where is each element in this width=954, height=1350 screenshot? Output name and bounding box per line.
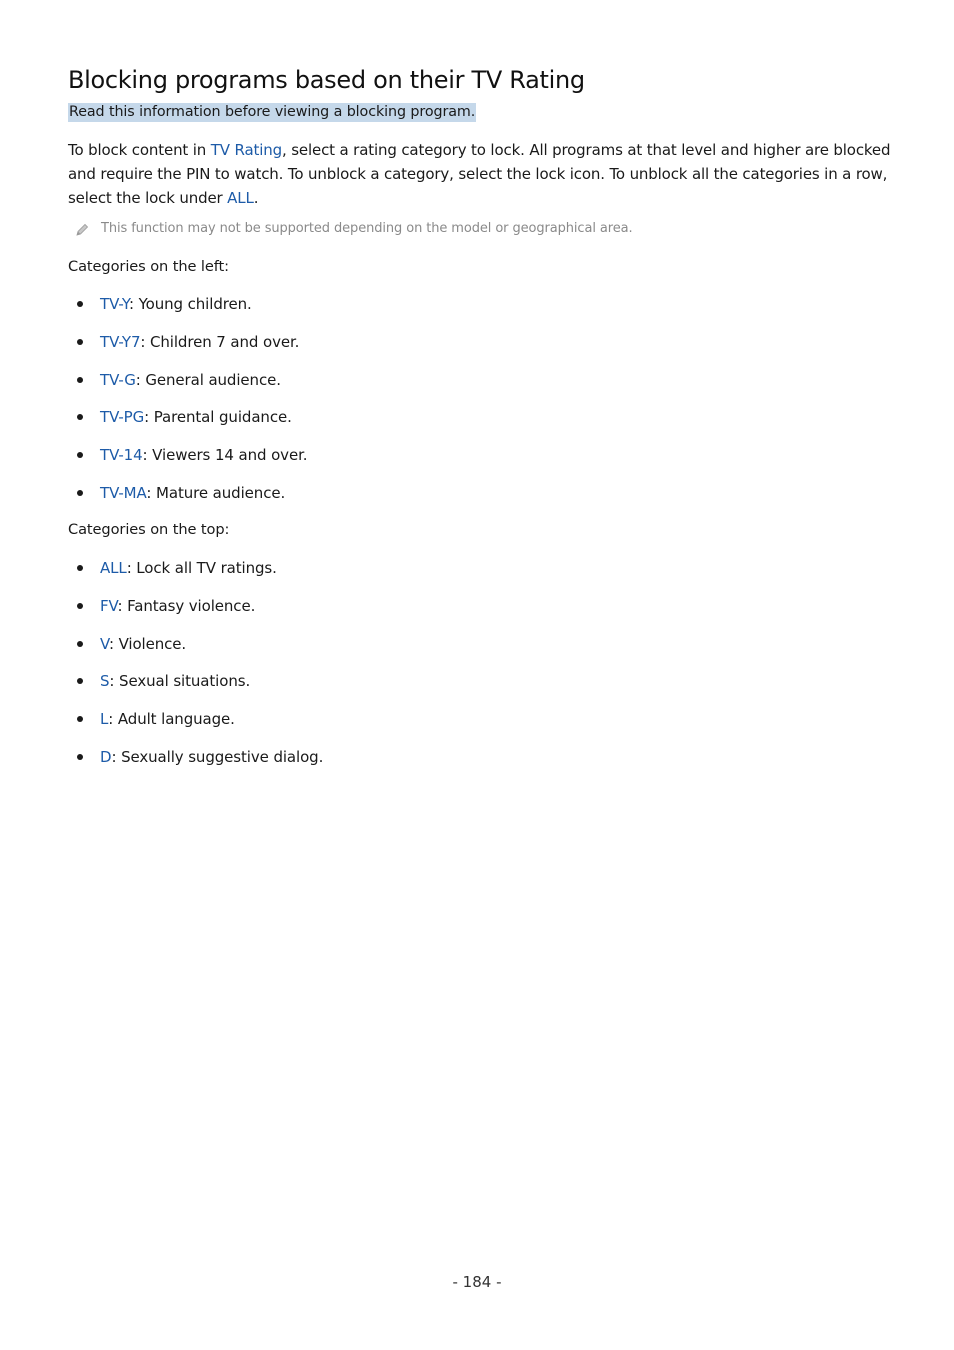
list-item bbox=[68, 407, 307, 445]
bullet-icon bbox=[77, 339, 83, 345]
rating-term[interactable]: TV-Y7 bbox=[100, 332, 141, 351]
rating-term[interactable]: D bbox=[100, 747, 112, 766]
list-item bbox=[68, 483, 307, 521]
rating-term[interactable]: V bbox=[100, 634, 109, 653]
rating-description: : Sexual situations. bbox=[109, 672, 251, 691]
left-categories-list bbox=[68, 294, 307, 521]
rating-description: : Lock all TV ratings. bbox=[126, 559, 277, 577]
top-categories-list bbox=[68, 558, 323, 785]
rating-term[interactable]: TV-PG bbox=[100, 408, 145, 427]
bullet-icon bbox=[77, 754, 83, 760]
rating-term[interactable]: TV-G bbox=[100, 370, 136, 389]
rating-description: : Adult language. bbox=[108, 710, 235, 729]
intro-paragraph bbox=[68, 138, 893, 210]
rating-description: : General audience. bbox=[135, 370, 281, 389]
list-item bbox=[68, 747, 323, 785]
rating-description: : Young children. bbox=[128, 295, 252, 313]
all-link[interactable]: ALL bbox=[227, 189, 254, 207]
bullet-icon bbox=[77, 301, 83, 307]
pencil-icon bbox=[74, 222, 90, 238]
bullet-icon bbox=[77, 452, 83, 458]
bullet-icon bbox=[77, 377, 83, 383]
bullet-icon bbox=[77, 565, 83, 571]
list-item bbox=[68, 445, 307, 483]
rating-description: : Children 7 and over. bbox=[140, 332, 300, 351]
list-item bbox=[68, 634, 323, 672]
intro-text-1: To block content in bbox=[68, 141, 211, 159]
rating-description: : Mature audience. bbox=[146, 483, 286, 502]
rating-description: : Parental guidance. bbox=[144, 408, 292, 427]
list-item bbox=[68, 596, 323, 634]
rating-term[interactable]: ALL bbox=[100, 559, 127, 577]
intro-text-2: , select a rating category to lock. All programs at that level and higher are blocked and require the PIN to watch. To unblock a category, select the lock icon. To unblock all the categories in a row, select the lock under bbox=[68, 141, 891, 207]
intro-text-3: . bbox=[253, 189, 259, 207]
note-text: This function may not be supported depending on the model or geographical area. bbox=[101, 221, 633, 236]
rating-term[interactable]: TV-MA bbox=[100, 483, 147, 502]
list-item bbox=[68, 370, 307, 408]
rating-term[interactable]: TV-14 bbox=[100, 446, 143, 465]
page-number: - 184 - bbox=[452, 1273, 502, 1291]
list-item bbox=[68, 709, 323, 747]
rating-term[interactable]: FV bbox=[100, 596, 118, 615]
left-categories-heading: Categories on the left: bbox=[68, 258, 229, 275]
list-item bbox=[68, 294, 307, 332]
rating-description: : Fantasy violence. bbox=[117, 596, 256, 615]
bullet-icon bbox=[77, 641, 83, 647]
bullet-icon bbox=[77, 414, 83, 420]
list-item bbox=[68, 332, 307, 370]
top-categories-heading: Categories on the top: bbox=[68, 521, 230, 538]
list-item bbox=[68, 671, 323, 709]
tv-rating-link[interactable]: TV Rating bbox=[210, 141, 282, 159]
rating-term[interactable]: TV-Y bbox=[100, 295, 129, 313]
rating-description: : Sexually suggestive dialog. bbox=[111, 747, 324, 766]
bullet-icon bbox=[77, 678, 83, 684]
page-title: Blocking programs based on their TV Rating bbox=[68, 66, 585, 94]
rating-description: : Viewers 14 and over. bbox=[142, 446, 308, 465]
bullet-icon bbox=[77, 716, 83, 722]
subtitle-highlight: Read this information before viewing a blocking program. bbox=[69, 104, 476, 120]
rating-description: : Violence. bbox=[108, 634, 187, 653]
bullet-icon bbox=[77, 490, 83, 496]
rating-term[interactable]: S bbox=[100, 672, 110, 691]
list-item bbox=[68, 558, 323, 596]
bullet-icon bbox=[77, 603, 83, 609]
rating-term[interactable]: L bbox=[100, 710, 109, 729]
